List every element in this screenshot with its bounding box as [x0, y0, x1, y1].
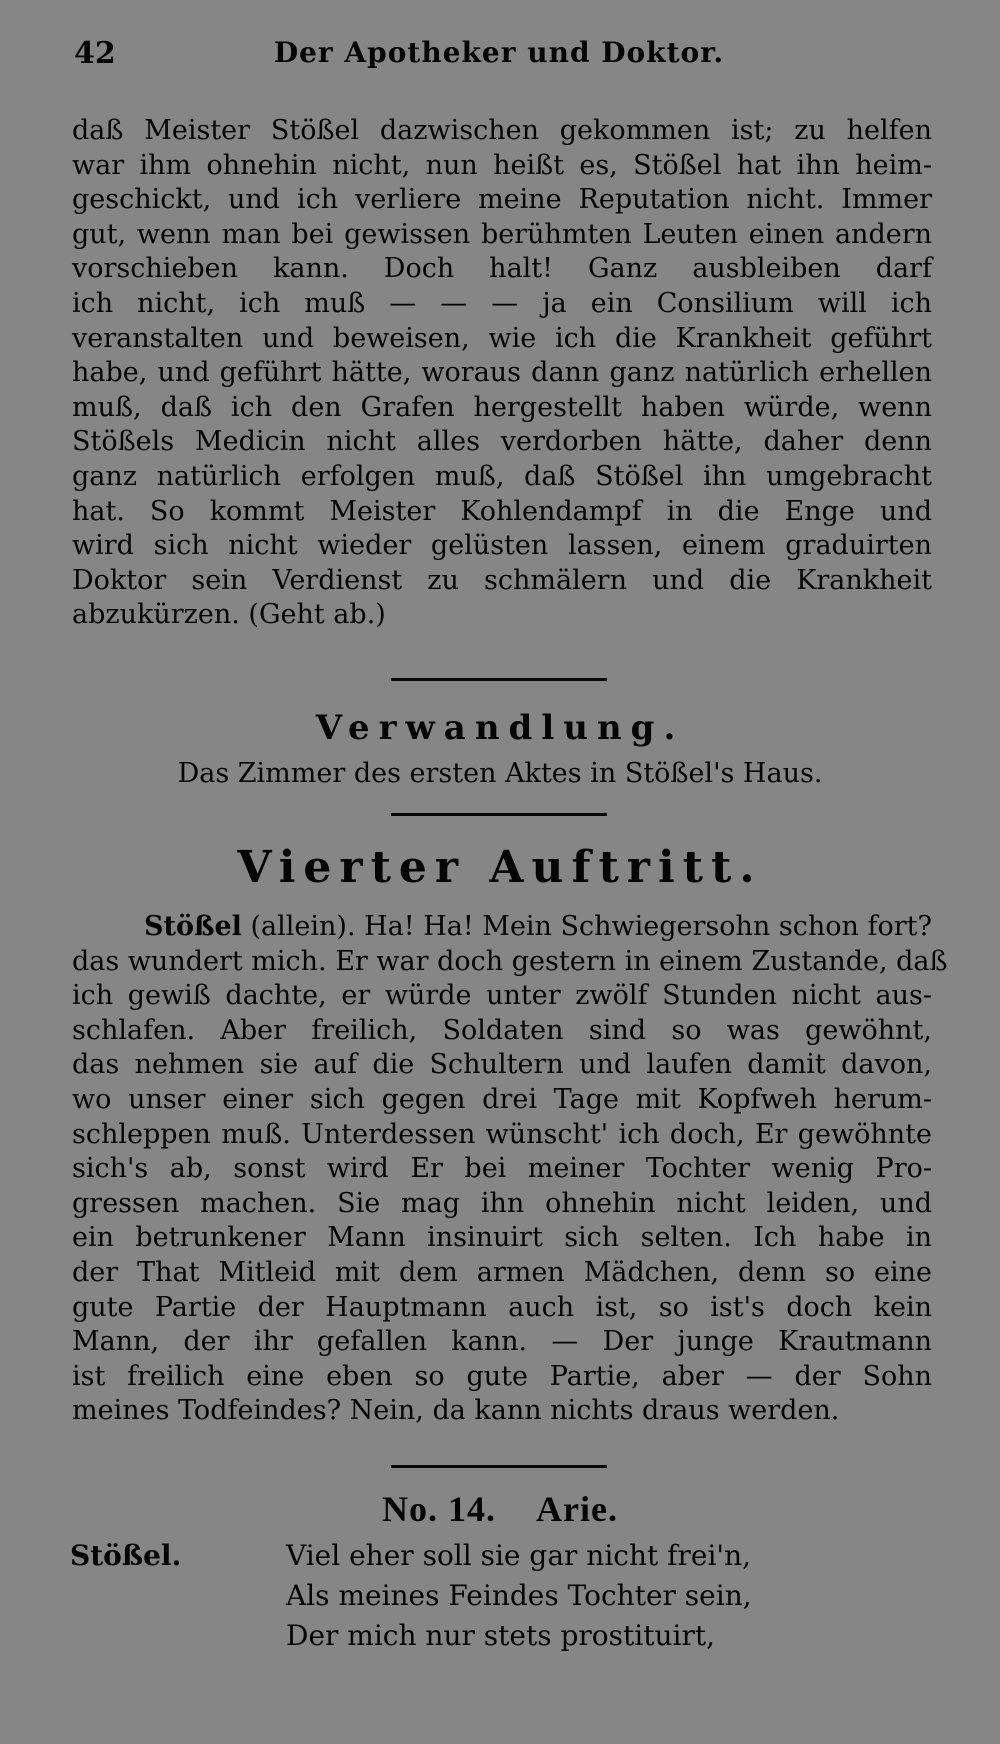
text-line: ich nicht, ich muß — — — ja ein Consilium will ich: [72, 287, 932, 319]
text-line: ist freilich eine eben so gute Partie, aber — der Sohn: [72, 1360, 932, 1392]
page-header: [74, 36, 924, 76]
act-heading: Vierter Auftritt.: [237, 842, 763, 893]
speaker-name: Stößel: [144, 911, 242, 942]
transition-heading: Verwandlung.: [315, 708, 685, 748]
text-line: habe, und geführt hätte, woraus dann ganz natürlich erhellen: [72, 357, 932, 389]
page-number: 42: [74, 36, 116, 71]
text-line: Mann, der ihr gefallen kann. — Der junge Krautmann: [72, 1326, 932, 1358]
text-line: war ihm ohnehin nicht, nun heißt es, Stößel hat ihn heim-: [72, 149, 932, 181]
text-line: ich gewiß dachte, er würde unter zwölf Stunden nicht aus-: [72, 980, 932, 1012]
text-line: gute Partie der Hauptmann auch ist, so ist's doch kein: [72, 1291, 932, 1323]
section-divider: [391, 678, 607, 681]
text-line: das wundert mich. Er war doch gestern in einem Zustande, daß: [72, 945, 948, 977]
text-line: hat. So kommt Meister Kohlendampf in die Enge und: [72, 495, 932, 527]
text-line: der That Mitleid mit dem armen Mädchen, denn so eine: [72, 1256, 932, 1288]
song-heading: [0, 1488, 1000, 1530]
song-title: Arie.: [536, 1489, 618, 1529]
text-line-rest: (allein). Ha! Ha! Mein Schwiegersohn schon fort?: [241, 911, 932, 942]
text-line: das nehmen sie auf die Schultern und laufen damit davon,: [72, 1049, 932, 1081]
paragraph-monologue-end: [72, 114, 932, 633]
text-line: muß, daß ich den Grafen hergestellt haben würde, wenn: [72, 391, 932, 423]
text-line: daß Meister Stößel dazwischen gekommen ist; zu helfen: [72, 115, 932, 146]
section-divider: [391, 1465, 607, 1468]
scene-note: Das Zimmer des ersten Aktes in Stößel's Haus.: [177, 758, 823, 789]
verse-line: Als meines Feindes Tochter sein,: [286, 1579, 752, 1612]
text-line: veranstalten und beweisen, wie ich die Krankheit geführt: [72, 322, 932, 354]
text-line: meines Todfeindes? Nein, da kann nichts draus werden.: [72, 1395, 840, 1427]
text-line: wo unser einer sich gegen drei Tage mit Kopfweh herum-: [72, 1083, 932, 1115]
text-line: abzukürzen. (Geht ab.): [72, 599, 386, 631]
section-divider: [391, 813, 607, 816]
verse-line: Der mich nur stets prostituirt,: [286, 1619, 716, 1652]
paragraph-stoessel-speech: [72, 910, 948, 1429]
text-line: vorschieben kann. Doch halt! Ganz ausbleiben darf: [72, 253, 932, 285]
text-line: gressen machen. Sie mag ihn ohnehin nicht leiden, und: [72, 1187, 932, 1219]
text-line: wird sich nicht wieder gelüsten lassen, einem graduirten: [72, 530, 932, 562]
text-line: ganz natürlich erfolgen muß, daß Stößel ihn umgebracht: [72, 460, 932, 492]
text-line: sich's ab, sonst wird Er bei meiner Tochter wenig Pro-: [72, 1153, 932, 1185]
verse-line: Viel eher soll sie gar nicht frei'n,: [286, 1539, 752, 1572]
text-line: gut, wenn man bei gewissen berühmten Leuten einen andern: [72, 218, 932, 250]
verse: [286, 1536, 752, 1656]
text-line: ein betrunkener Mann insinuirt sich selten. Ich habe in: [72, 1222, 932, 1254]
text-line: schleppen muß. Unterdessen wünscht' ich doch, Er gewöhnte: [72, 1118, 932, 1150]
song-speaker: Stößel.: [70, 1539, 182, 1572]
text-line: [72, 910, 932, 945]
song-number: No. 14.: [382, 1489, 497, 1529]
text-line: geschickt, und ich verliere meine Reputation nicht. Immer: [72, 184, 932, 216]
text-line: Doktor sein Verdienst zu schmälern und die Krankheit: [72, 564, 932, 596]
text-line: schlafen. Aber freilich, Soldaten sind so was gewöhnt,: [72, 1014, 932, 1046]
running-title: Der Apotheker und Doktor.: [273, 36, 725, 69]
text-line: Stößels Medicin nicht alles verdorben hätte, daher denn: [72, 426, 932, 458]
